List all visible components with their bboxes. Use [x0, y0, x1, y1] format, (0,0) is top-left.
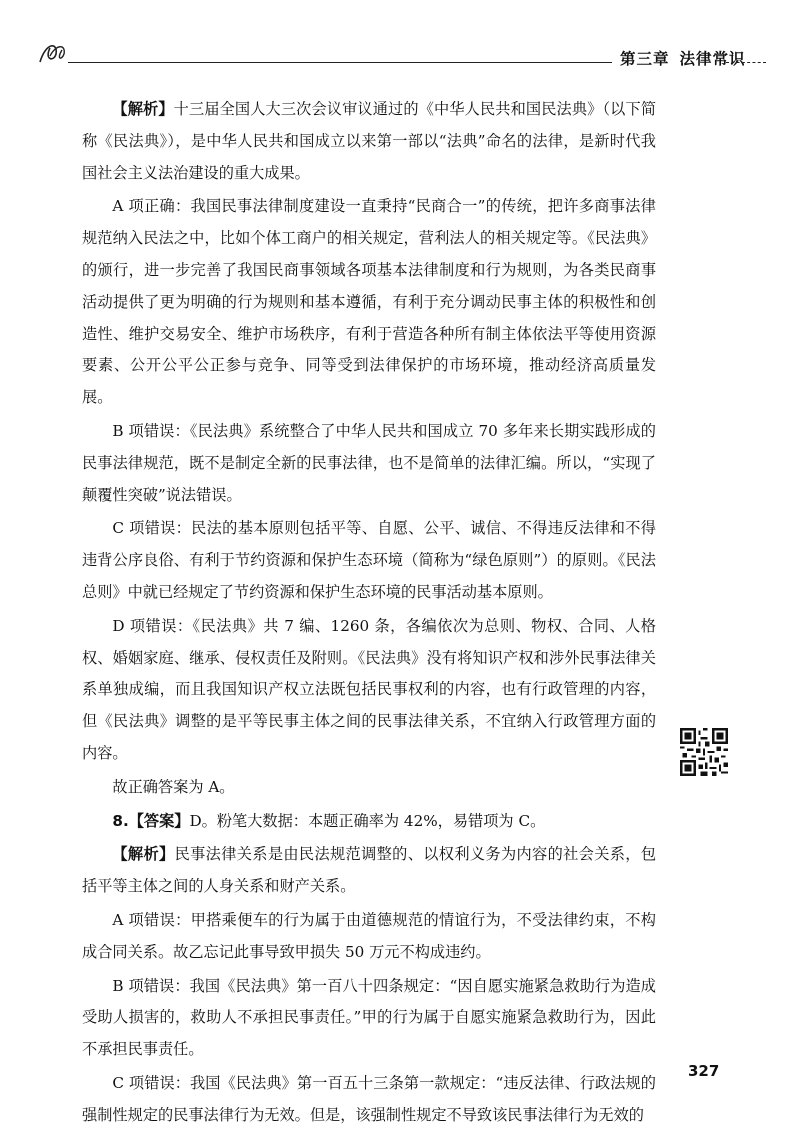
paragraph-tag: 【解析】 [112, 100, 174, 118]
header-rule [68, 62, 612, 63]
paragraph-text: A 项正确：我国民事法律制度建设一直秉持“民商合一”的传统，把许多商事法律规范纳入民法之中，比如个体工商户的相关规定，营利法人的相关规定等。《民法典》的颁行，进一步完善了我国民商事领域各项基本法律制度和行为规则，为各类民商事活动提供了更为明确的行为规则和基本遵循，有利于充分调动民事主体的积极性和创造性、维护交易安全、维护市场秩序，有利于营造各种所有制主体依法平等使用资源要素、公开公平公正参与竞争、同等受到法律保护的市场环境，推动经济高质量发展。 [82, 197, 656, 407]
paragraph [82, 905, 656, 969]
paragraph-text: B 项错误：《民法典》系统整合了中华人民共和国成立 70 多年来长期实践形成的民事法律规范，既不是制定全新的民事法律，也不是简单的法律汇编。所以，“实现了颠覆性突破”说法错误。 [82, 421, 656, 504]
paragraph-text: C 项错误：民法的基本原则包括平等、自愿、公平、诚信、不得违反法律和不得违背公序良俗、有利于节约资源和保护生态环境（简称为“绿色原则”）的原则。《民法总则》中就已经规定了节约资源和保护生态环境的民事活动基本原则。 [82, 519, 656, 601]
paragraph-text: D 项错误：《民法典》共 7 编、1260 条，各编依次为总则、物权、合同、人格权、婚姻家庭、继承、侵权责任及附则。《民法典》没有将知识产权和涉外民事法律关系单独成编，而且我国知识产权立法既包括民事权利的内容，也有行政管理的内容，但《民法典》调整的是平等民事主体之间的民事法律关系，不宜纳入行政管理方面的内容。 [82, 616, 656, 762]
chapter-title [620, 47, 746, 69]
header-rule-dashed [726, 62, 766, 63]
paragraph-text: 故正确答案为 A。 [112, 777, 235, 796]
answer-line [82, 806, 656, 838]
paragraph-text: 民事法律关系是由民法规范调整的、以权利义务为内容的社会关系，包括平等主体之间的人身关系和财产关系。 [82, 845, 657, 896]
answer-tag: 8.【答案】 [112, 811, 190, 830]
leaf-ornament-icon [36, 38, 76, 68]
paragraph [82, 191, 656, 414]
paragraph [82, 1068, 656, 1132]
paragraph [82, 513, 656, 608]
paragraph-tag: 【解析】 [112, 845, 175, 864]
paragraph-text: B 项错误：我国《民法典》第一百八十四条规定：“因自愿实施紧急救助行为造成受助人损害的，救助人不承担民事责任。”甲的行为属于自愿实施紧急救助行为，因此不承担民事责任。 [82, 976, 656, 1059]
paragraph [82, 611, 656, 770]
page-header [36, 38, 766, 78]
paragraph [82, 971, 656, 1066]
paragraph-text: 十三届全国人大三次会议审议通过的《中华人民共和国民法典》（以下简称《民法典》），是中华人民共和国成立以来第一部以“法典”命名的法律，是新时代我国社会主义法治建设的重大成果。 [82, 100, 657, 182]
paragraph [82, 839, 656, 903]
page-number: 327 [688, 1062, 720, 1080]
paragraph-text: A 项错误：甲搭乘便车的行为属于由道德规范的情谊行为，不受法律约束，不构成合同关系。故乙忘记此事导致甲损失 50 万元不构成违约。 [82, 910, 656, 961]
answer-text: D。粉笔大数据：本题正确率为 42%，易错项为 C。 [189, 811, 546, 830]
paragraph [82, 772, 656, 804]
chapter-name: 法律常识 [679, 50, 746, 68]
paragraph-text: C 项错误：我国《民法典》第一百五十三条第一款规定：“违反法律、行政法规的强制性规定的民事法律行为无效。但是，该强制性规定不导致该民事法律行为无效的 [82, 1073, 656, 1124]
paragraph [82, 94, 656, 189]
paragraph [82, 416, 656, 511]
page-body [82, 94, 656, 1134]
chapter-number: 第三章 [620, 50, 670, 68]
qr-code-icon[interactable] [680, 728, 728, 776]
